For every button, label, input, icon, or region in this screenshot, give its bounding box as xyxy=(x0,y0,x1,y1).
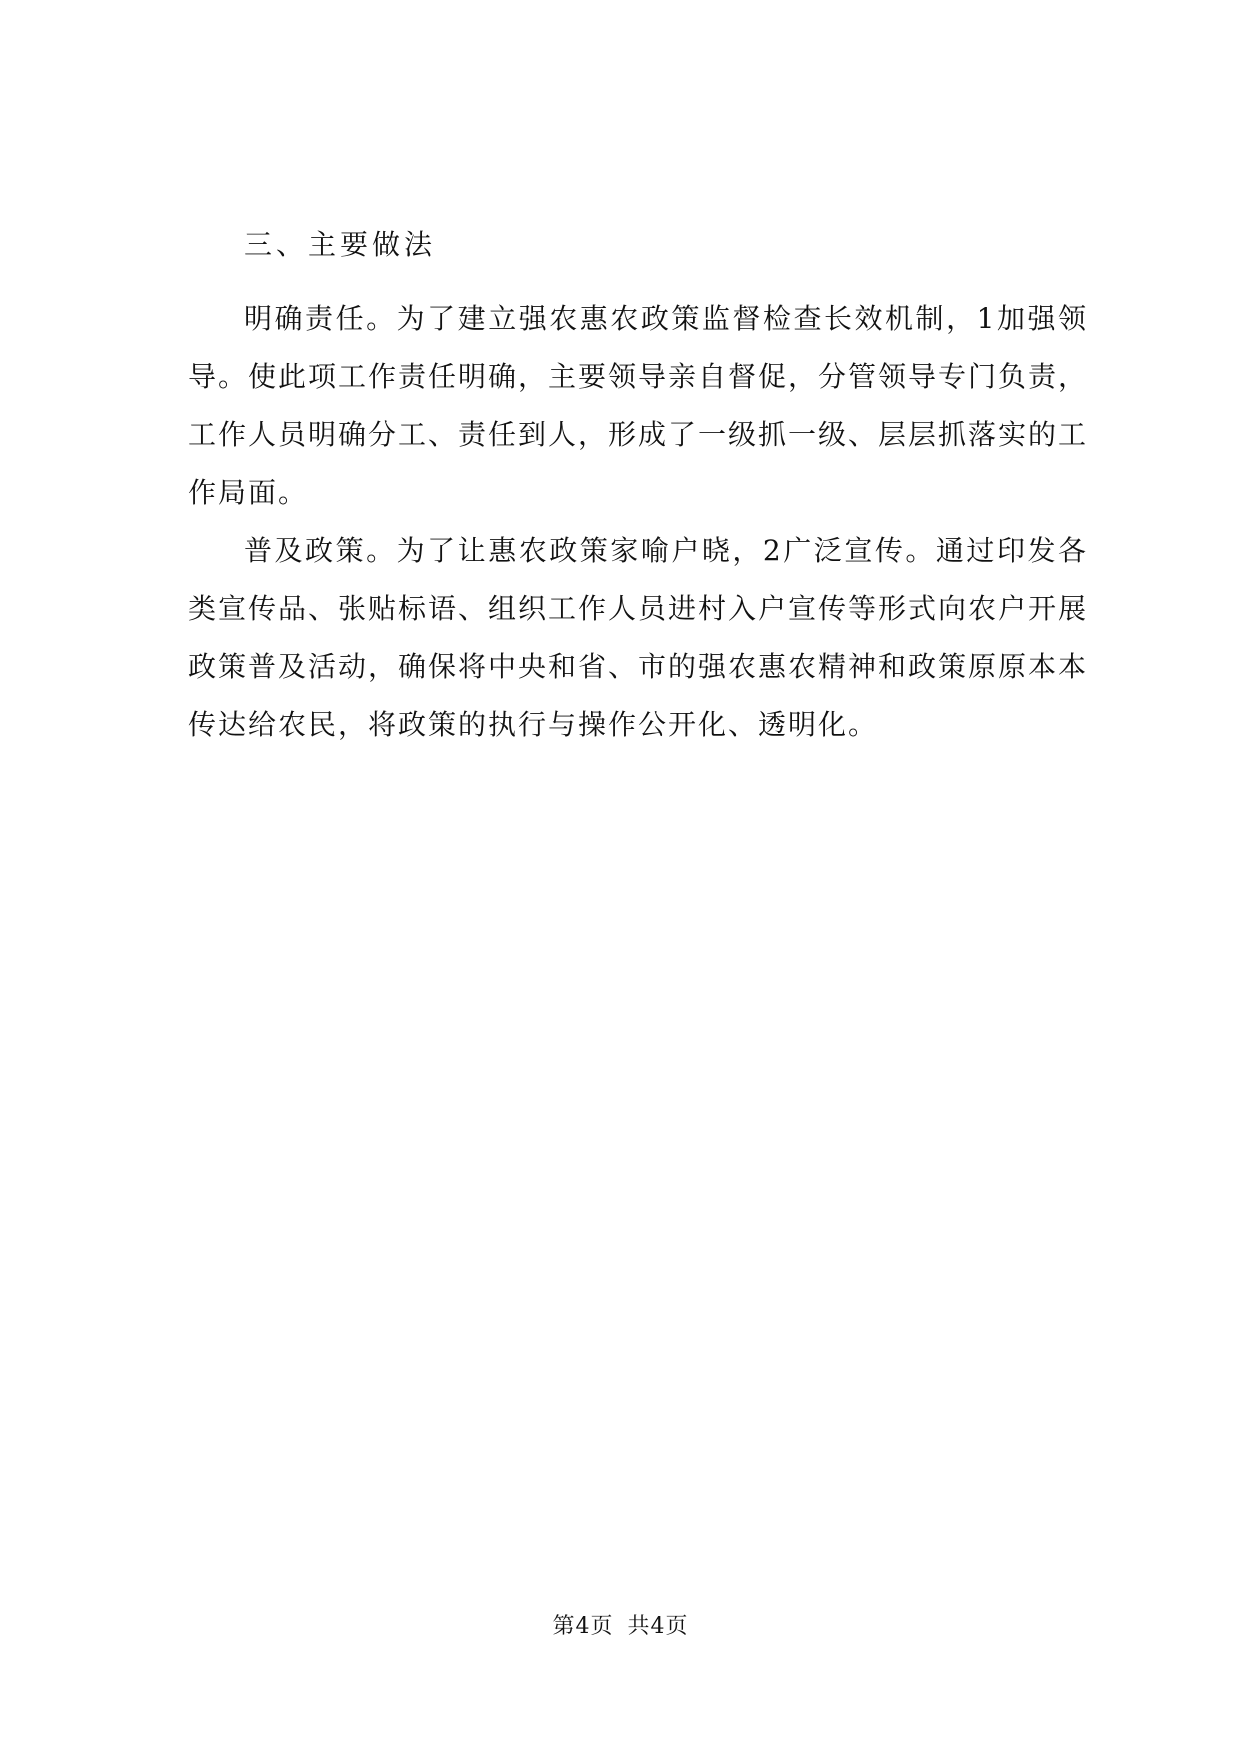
page-number-total: 共4页 xyxy=(627,1614,689,1639)
section-heading: 三、主要做法 xyxy=(244,228,437,261)
page-footer xyxy=(0,1612,1241,1642)
document-body xyxy=(188,228,1088,754)
paragraph-responsibility: 明确责任。为了建立强农惠农政策监督检查长效机制，1加强领导。使此项工作责任明确，主要领导亲自督促，分管领导专门负责，工作人员明确分工、责任到人，形成了一级抓一级、层层抓落实的工作局面。 xyxy=(188,302,1089,509)
page-number-current: 第4页 xyxy=(552,1614,614,1639)
paragraph-policy-promotion: 普及政策。为了让惠农政策家喻户晓，2广泛宣传。通过印发各类宣传品、张贴标语、组织工作人员进村入户宣传等形式向农户开展政策普及活动，确保将中央和省、市的强农惠农精神和政策原原本本传达给农民，将政策的执行与操作公开化、透明化。 xyxy=(188,534,1089,741)
